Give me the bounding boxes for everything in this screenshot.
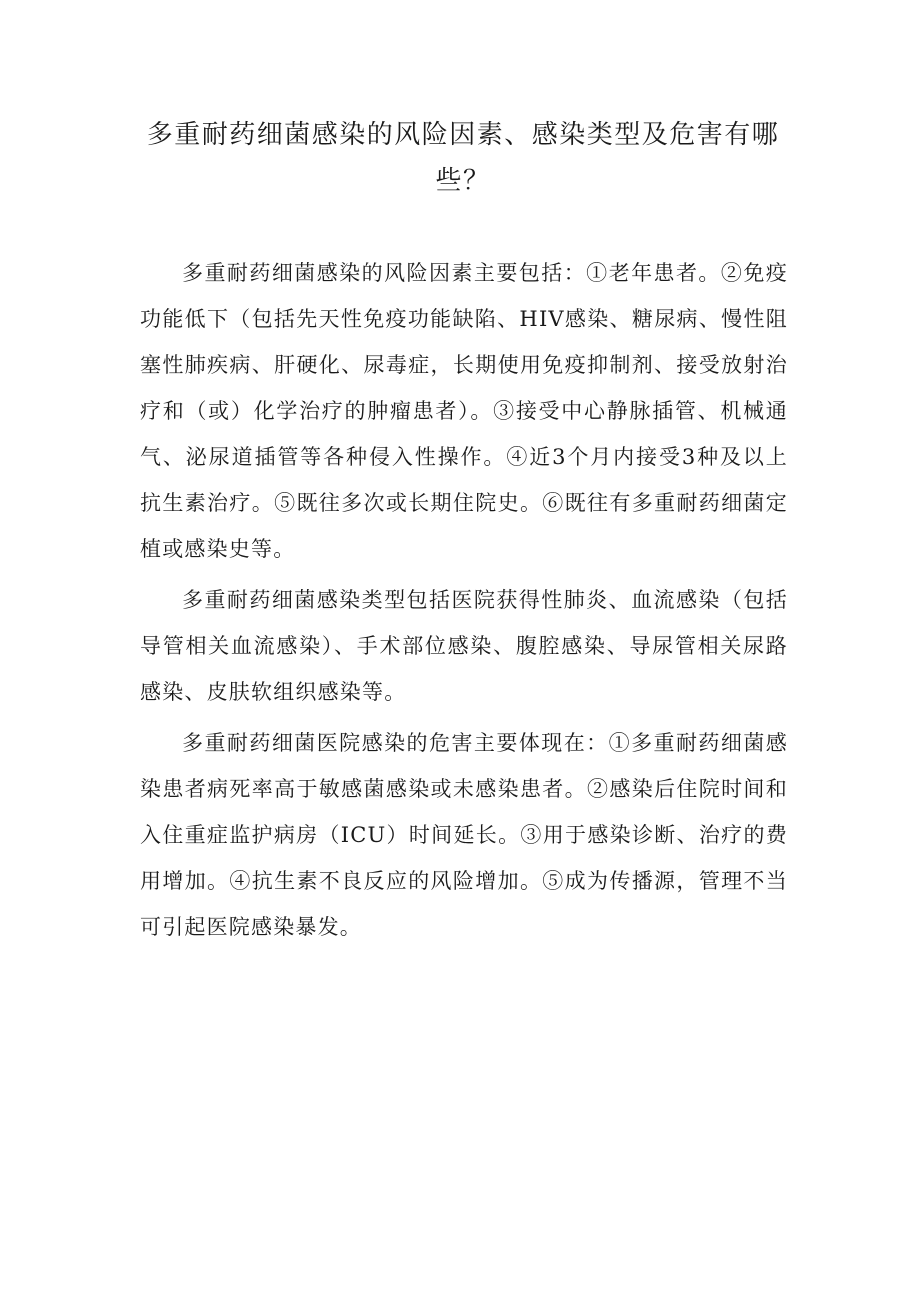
paragraph-hazards: 多重耐药细菌医院感染的危害主要体现在：①多重耐药细菌感染患者病死率高于敏感菌感染或未感染患者。②感染后住院时间和入住重症监护病房（ICU）时间延长。③用于感染诊断、治疗的费用增加。④抗生素不良反应的风险增加。⑤成为传播源，管理不当可引起医院感染暴发。 — [140, 731, 788, 939]
document-body — [140, 250, 788, 955]
paragraph-risk-factors: 多重耐药细菌感染的风险因素主要包括：①老年患者。②免疫功能低下（包括先天性免疫功能缺陷、HIV感染、糖尿病、慢性阻塞性肺疾病、肝硬化、尿毒症，长期使用免疫抑制剂、接受放射治疗和（或）化学治疗的肿瘤患者）。③接受中心静脉插管、机械通气、泌尿道插管等各种侵入性操作。④近3个月内接受3种及以上抗生素治疗。⑤既往多次或长期住院史。⑥既往有多重耐药细菌定植或感染史等。 — [140, 261, 788, 561]
paragraph-infection-types: 多重耐药细菌感染类型包括医院获得性肺炎、血流感染（包括导管相关血流感染）、手术部位感染、腹腔感染、导尿管相关尿路感染、皮肤软组织感染等。 — [140, 588, 788, 704]
document-title: 多重耐药细菌感染的风险因素、感染类型及危害有哪些？ — [146, 120, 780, 196]
